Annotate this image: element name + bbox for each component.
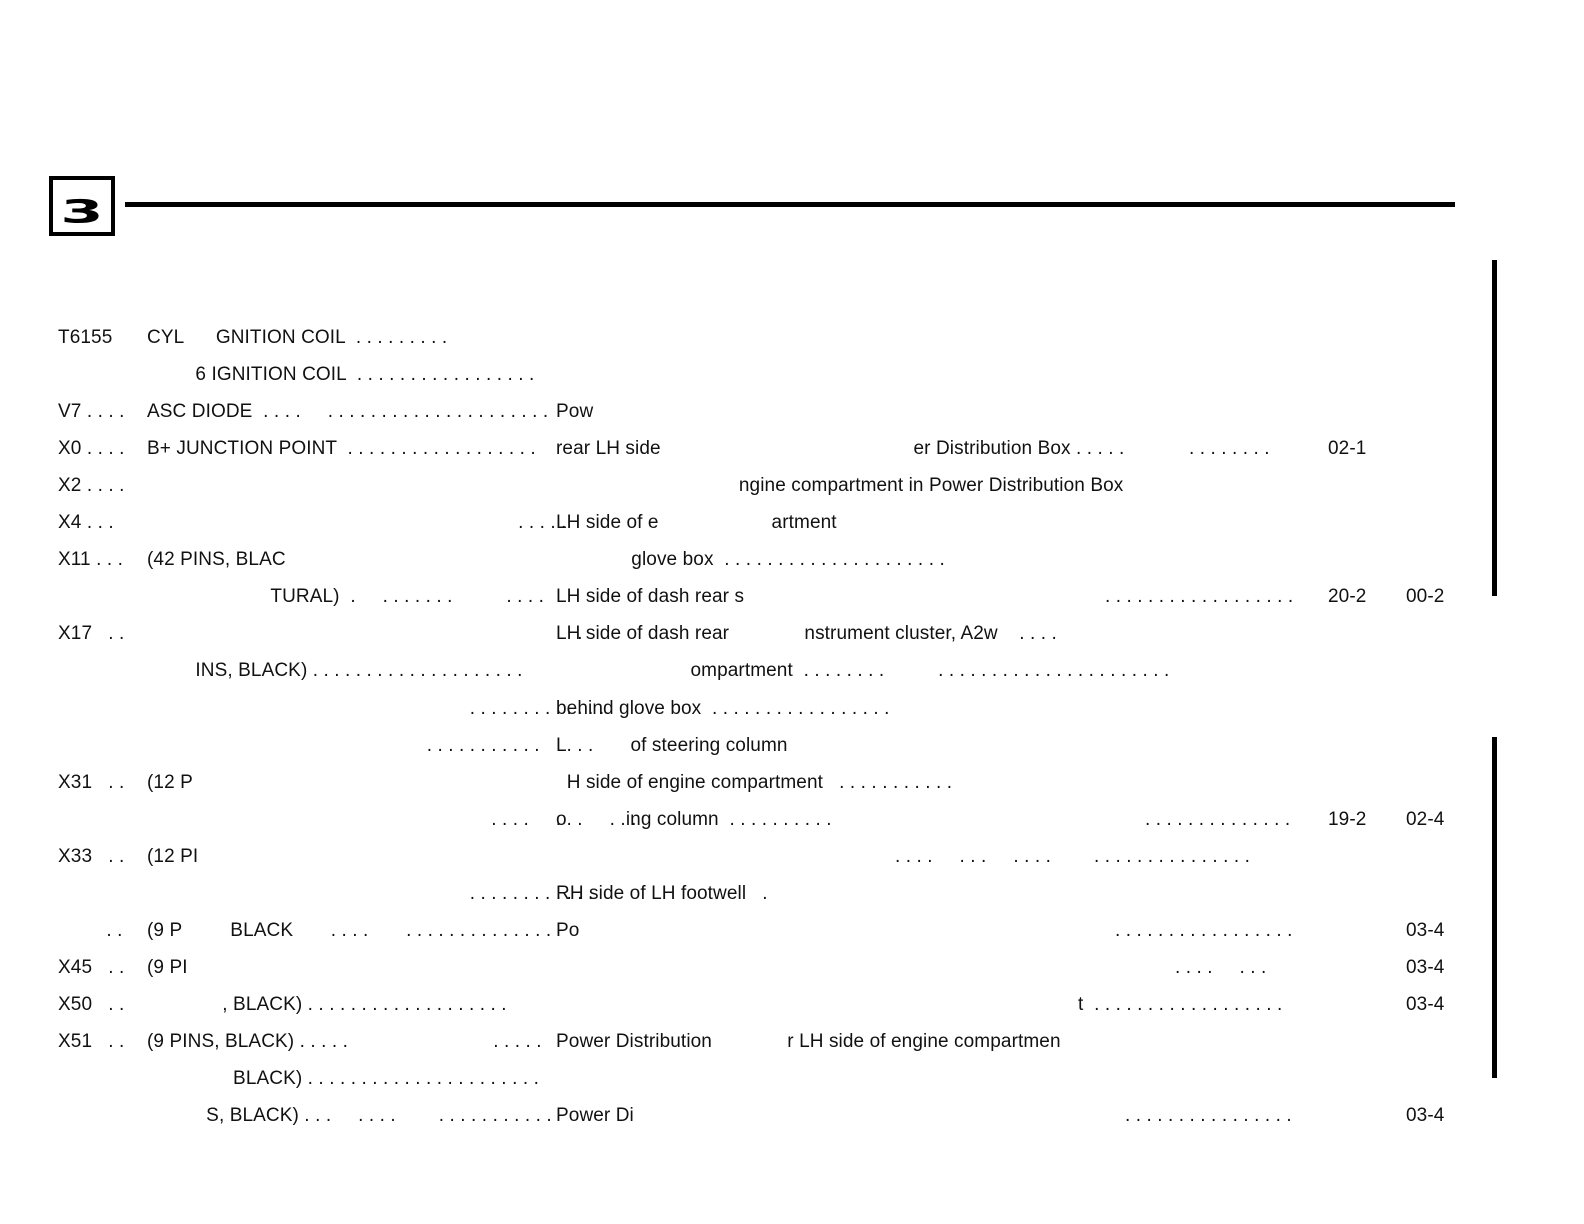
index-row	[0, 622, 1584, 646]
index-code: T6155	[58, 327, 113, 348]
index-code: X2 . . . .	[58, 475, 125, 496]
index-row	[0, 1067, 1584, 1091]
index-page2: 03-4	[1406, 920, 1445, 941]
index-page2: 03-4	[1406, 994, 1445, 1015]
index-page: 20-2	[1328, 586, 1367, 607]
index-desc: INS, BLACK) . . . . . . . . . . . . . . . . . . . .	[147, 660, 523, 681]
index-row	[0, 363, 1584, 387]
index-desc: (12 PI	[147, 846, 199, 867]
index-location: ngine compartment in Power Distribution Box	[556, 475, 1124, 496]
index-row	[0, 400, 1584, 424]
index-location: ompartment . . . . . . . . . . . . . . . . . . . . . . . . . . . . . .	[556, 660, 1170, 681]
index-desc: ASC DIODE . . . . . . . . . . . . . . . . . . . . . . . . .	[147, 401, 549, 422]
index-row	[0, 548, 1584, 572]
index-location: behind glove box . . . . . . . . . . . . . . . . .	[556, 698, 890, 719]
index-location: glove box . . . . . . . . . . . . . . . . . . . . .	[556, 549, 945, 570]
index-code: X51 . .	[58, 1031, 125, 1052]
index-row	[0, 659, 1584, 683]
index-location: H side of engine compartment . . . . . . . . . . .	[556, 772, 953, 793]
index-desc: CYL GNITION COIL . . . . . . . . .	[147, 327, 448, 348]
index-page2: 03-4	[1406, 1105, 1445, 1126]
index-location: LH side of dash rear s	[556, 586, 745, 607]
index-row	[0, 585, 1584, 609]
index-page: 02-1	[1328, 438, 1367, 459]
index-desc: . . . . . . . . . . . . .	[147, 698, 605, 719]
index-row	[0, 771, 1584, 795]
index-location: Power Distribution r LH side of engine compartmen	[556, 1031, 1061, 1052]
index-desc: 6 IGNITION COIL . . . . . . . . . . . . . . . . .	[147, 364, 535, 385]
index-location: RH side of LH footwell .	[556, 883, 768, 904]
index-desc: B+ JUNCTION POINT . . . . . . . . . . . . . . . . . .	[147, 438, 536, 459]
index-row	[0, 326, 1584, 350]
index-location: L of steering column	[556, 735, 788, 756]
index-location: Po	[556, 920, 580, 941]
index-desc: (9 P BLACK . . . . . . . . . . . . . . . . . .	[147, 920, 552, 941]
index-row	[0, 511, 1584, 535]
index-code: X17 . .	[58, 623, 125, 644]
index-code: V7 . . . .	[58, 401, 125, 422]
index-location: Pow	[556, 401, 594, 422]
index-desc: S, BLACK) . . . . . . . . . . . . . . . . . .	[147, 1105, 552, 1126]
index-code: X33 . .	[58, 846, 125, 867]
index-location: rear LH side er Distribution Box . . . . . . . . . . . . .	[556, 438, 1270, 459]
dot-leader-fragment: t . . . . . . . . . . . . . . . . . .	[1078, 994, 1283, 1015]
index-desc: (9 PI	[147, 957, 188, 978]
index-location: o ing column . . . . . . . . . .	[556, 809, 832, 830]
dot-leader-fragment: . . . . . . . . . . . . . . . . .	[1115, 920, 1293, 941]
index-code: X4 . . .	[58, 512, 114, 533]
index-row	[0, 808, 1584, 832]
index-row	[0, 845, 1584, 869]
index-code: X50 . .	[58, 994, 125, 1015]
index-desc: (9 PINS, BLACK) . . . . . . . . . .	[147, 1031, 542, 1052]
dot-leader-fragment: . . . . . . . . . . . . . .	[1145, 809, 1291, 830]
index-desc: (12 P	[147, 772, 193, 793]
index-desc: .	[147, 623, 583, 644]
index-row	[0, 437, 1584, 461]
dot-leader-fragment: . . . . . . . . . . . . . . . . . .	[1105, 586, 1294, 607]
index-desc: BLACK) . . . . . . . . . . . . . . . . . . . . . .	[147, 1068, 539, 1089]
index-page2: 03-4	[1406, 957, 1445, 978]
index-page: 19-2	[1328, 809, 1367, 830]
index-desc: TURAL) . . . . . . . . . . . .	[147, 586, 544, 607]
index-row	[0, 919, 1584, 943]
index-code: . .	[58, 920, 123, 941]
index-code: X45 . .	[58, 957, 125, 978]
index-location: LH side of e artment	[556, 512, 837, 533]
dot-leader-fragment: . . . . . . .	[1175, 957, 1267, 978]
dot-leader-fragment: . . . . . . . . . . . . . . . .	[1125, 1105, 1292, 1126]
index-desc: . . . . . . . . . .	[147, 809, 637, 830]
index-code: X31 . .	[58, 772, 125, 793]
index-desc: . . . . . . . . . . . .	[147, 883, 594, 904]
index-row	[0, 734, 1584, 758]
index-page2: 00-2	[1406, 586, 1445, 607]
index-desc: , BLACK) . . . . . . . . . . . . . . . . . . .	[147, 994, 507, 1015]
index-row	[0, 697, 1584, 721]
index-desc: . . . . .	[147, 512, 567, 533]
index-desc: (42 PINS, BLAC	[147, 549, 286, 570]
index-location: Power Di	[556, 1105, 634, 1126]
index-code: X0 . . . .	[58, 438, 125, 459]
index-row	[0, 1030, 1584, 1054]
dot-leader-fragment: . . . . . . . . . . . . . . . . . . . . . . . . . .	[895, 846, 1251, 867]
index-page2: 02-4	[1406, 809, 1445, 830]
index-row	[0, 956, 1584, 980]
index-desc: . . . . . . . . . . . . . .	[147, 735, 594, 756]
index-row	[0, 474, 1584, 498]
index-row	[0, 882, 1584, 906]
index-row	[0, 993, 1584, 1017]
index-location: LH side of dash rear nstrument cluster, A2w . . . .	[556, 623, 1057, 644]
index-row	[0, 1104, 1584, 1128]
section-number: 3	[60, 193, 104, 231]
index-code: X11 . . .	[58, 549, 123, 570]
